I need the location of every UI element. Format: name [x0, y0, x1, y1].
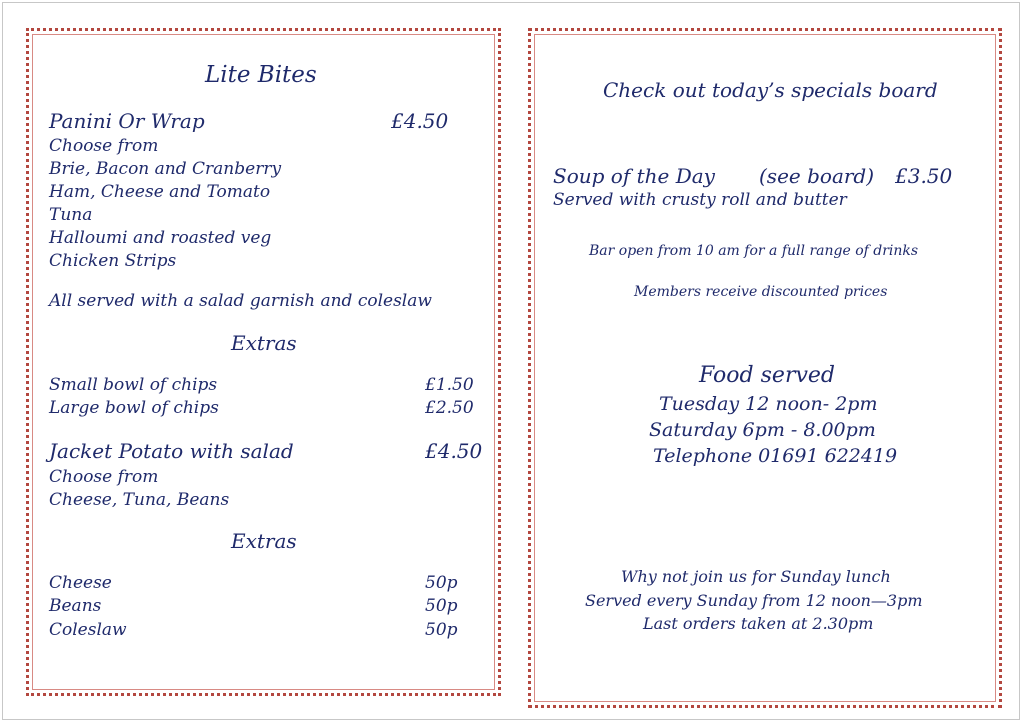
- panini-price: £4.50: [391, 109, 449, 133]
- soup-name: Soup of the Day: [553, 164, 715, 188]
- info-panel: [528, 28, 1002, 708]
- panini-option: Brie, Bacon and Cranberry: [49, 159, 282, 179]
- extra-item-price: £1.50: [425, 375, 474, 395]
- panini-option: Chicken Strips: [49, 251, 177, 271]
- panini-option: Tuna: [49, 205, 93, 225]
- food-served-line: Saturday 6pm - 8.00pm: [649, 419, 876, 441]
- jacket-choose-label: Choose from: [49, 467, 159, 487]
- extra-item-price: £2.50: [425, 398, 474, 418]
- members-note: Members receive discounted prices: [634, 284, 888, 300]
- panini-note: All served with a salad garnish and coleslaw: [49, 291, 432, 311]
- panini-name: Panini Or Wrap: [49, 109, 205, 133]
- sunday-lunch-line: Served every Sunday from 12 noon—3pm: [585, 591, 923, 610]
- lite-bites-title: Lite Bites: [205, 62, 317, 88]
- extra-item-name: Cheese: [49, 573, 112, 593]
- extra-item-price: 50p: [425, 596, 458, 616]
- food-served-title: Food served: [699, 363, 835, 388]
- jacket-potato-name: Jacket Potato with salad: [49, 439, 294, 463]
- soup-price: £3.50: [895, 164, 953, 188]
- extra-item-name: Coleslaw: [49, 620, 127, 640]
- panini-option: Halloumi and roasted veg: [49, 228, 272, 248]
- extra-item-price: 50p: [425, 620, 458, 640]
- extra-item-name: Large bowl of chips: [49, 398, 219, 418]
- extra-item-name: Small bowl of chips: [49, 375, 218, 395]
- extra-item-name: Beans: [49, 596, 102, 616]
- telephone-line: Telephone 01691 622419: [653, 445, 898, 467]
- sunday-lunch-line: Why not join us for Sunday lunch: [621, 567, 891, 586]
- specials-board-note: Check out today’s specials board: [603, 78, 938, 102]
- panini-choose-label: Choose from: [49, 136, 159, 156]
- soup-description: Served with crusty roll and butter: [553, 190, 847, 210]
- sunday-lunch-line: Last orders taken at 2.30pm: [643, 614, 874, 633]
- extras-heading: Extras: [231, 331, 297, 355]
- panini-option: Ham, Cheese and Tomato: [49, 182, 271, 202]
- extras-heading: Extras: [231, 529, 297, 553]
- jacket-options: Cheese, Tuna, Beans: [49, 490, 230, 510]
- bar-opening-note: Bar open from 10 am for a full range of drinks: [589, 243, 919, 259]
- soup-see-board: (see board): [759, 164, 875, 188]
- jacket-potato-price: £4.50: [425, 439, 483, 463]
- lite-bites-panel: [26, 28, 501, 696]
- food-served-line: Tuesday 12 noon- 2pm: [659, 393, 878, 415]
- extra-item-price: 50p: [425, 573, 458, 593]
